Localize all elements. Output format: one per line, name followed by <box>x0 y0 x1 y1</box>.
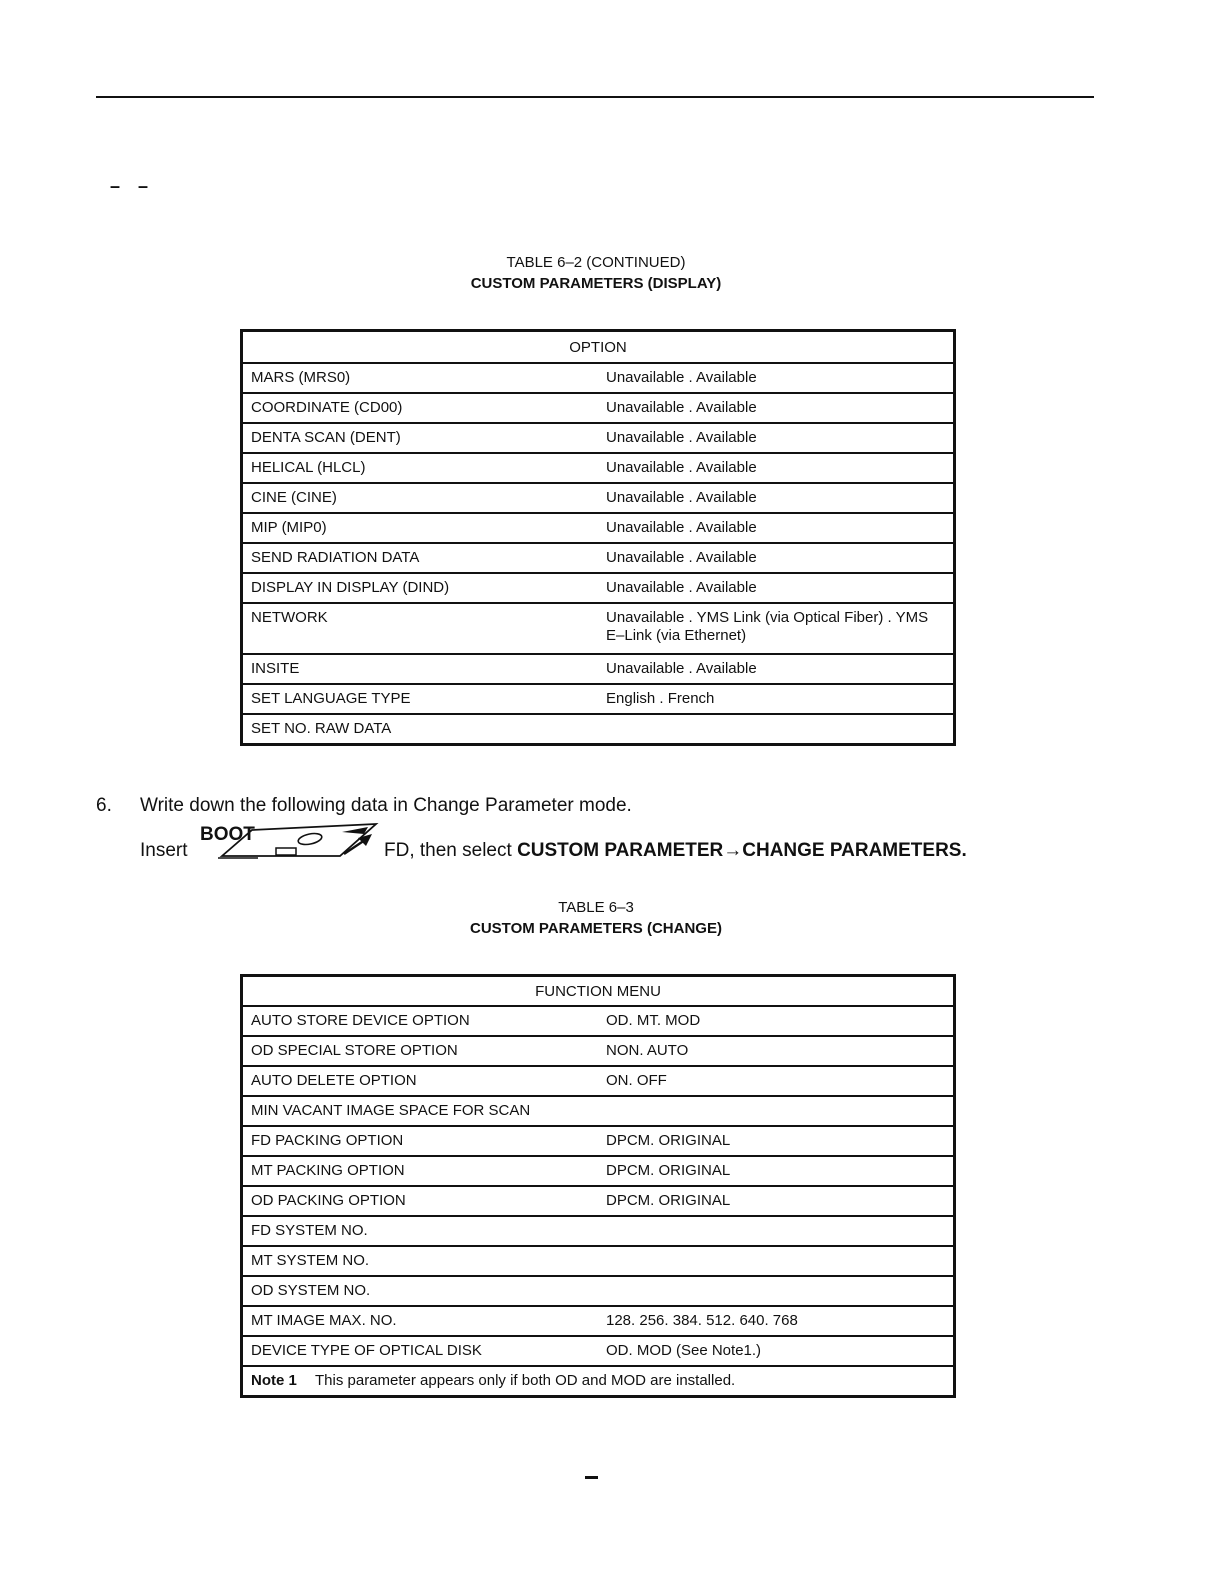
param-value <box>598 714 955 744</box>
table-header-row <box>242 976 955 1007</box>
tail-text: FD, then select <box>384 840 518 861</box>
param-value: DPCM. ORIGINAL <box>598 1186 955 1216</box>
table1-caption <box>0 252 1192 294</box>
table-row <box>242 1066 955 1096</box>
param-value: DPCM. ORIGINAL <box>598 1156 955 1186</box>
table-row <box>242 453 955 483</box>
param-name: NETWORK <box>242 603 599 654</box>
insert-tail <box>384 840 967 862</box>
param-value: Unavailable . Available <box>598 573 955 603</box>
table-row <box>242 1156 955 1186</box>
table-row <box>242 363 955 393</box>
param-value: Unavailable . Available <box>598 543 955 573</box>
param-value: English . French <box>598 684 955 714</box>
param-name: OD PACKING OPTION <box>242 1186 599 1216</box>
param-value <box>598 1246 955 1276</box>
table-row <box>242 1336 955 1366</box>
table2-title: TABLE 6–3 <box>558 899 634 916</box>
param-value: OD. MOD (See Note1.) <box>598 1336 955 1366</box>
param-name: OD SPECIAL STORE OPTION <box>242 1036 599 1066</box>
table-row <box>242 393 955 423</box>
param-name: SET LANGUAGE TYPE <box>242 684 599 714</box>
param-value: Unavailable . Available <box>598 423 955 453</box>
table-header: FUNCTION MENU <box>535 982 661 1000</box>
table-row <box>242 1306 955 1336</box>
param-name: DISPLAY IN DISPLAY (DIND) <box>242 573 599 603</box>
param-value: DPCM. ORIGINAL <box>598 1126 955 1156</box>
param-name: MT IMAGE MAX. NO. <box>242 1306 599 1336</box>
param-name: INSITE <box>242 654 599 684</box>
param-name: MT SYSTEM NO. <box>242 1246 599 1276</box>
note-label: Note 1 <box>251 1372 297 1389</box>
param-value: Unavailable . Available <box>598 393 955 423</box>
param-value <box>598 1096 955 1126</box>
step-number: 6. <box>96 795 112 816</box>
table-row <box>242 1006 955 1036</box>
table2-subtitle: CUSTOM PARAMETERS (CHANGE) <box>470 920 722 937</box>
header-mark-1: – <box>110 176 121 196</box>
param-value: Unavailable . Available <box>598 363 955 393</box>
table-header: OPTION <box>569 338 627 356</box>
param-name: AUTO DELETE OPTION <box>242 1066 599 1096</box>
param-name: SEND RADIATION DATA <box>242 543 599 573</box>
table1-title: TABLE 6–2 (CONTINUED) <box>506 254 686 271</box>
table1-subtitle: CUSTOM PARAMETERS (DISPLAY) <box>470 275 722 292</box>
param-value: Unavailable . Available <box>598 453 955 483</box>
note-text: This parameter appears only if both OD and MOD are installed. <box>315 1372 736 1389</box>
param-name: FD SYSTEM NO. <box>242 1216 599 1246</box>
table-row <box>242 513 955 543</box>
param-name: DENTA SCAN (DENT) <box>242 423 599 453</box>
param-name: COORDINATE (CD00) <box>242 393 599 423</box>
param-name: DEVICE TYPE OF OPTICAL DISK <box>242 1336 599 1366</box>
param-name: SET NO. RAW DATA <box>242 714 599 744</box>
table-row <box>242 714 955 744</box>
param-value: Unavailable . Available <box>598 654 955 684</box>
table2-caption <box>0 897 1192 939</box>
table-header-row <box>242 331 955 364</box>
table-row <box>242 1036 955 1066</box>
param-name: MIN VACANT IMAGE SPACE FOR SCAN <box>242 1096 599 1126</box>
table-row <box>242 1096 955 1126</box>
header-mark-2: – <box>138 176 149 196</box>
table-row <box>242 684 955 714</box>
param-value <box>598 1216 955 1246</box>
insert-word: Insert <box>140 840 188 861</box>
insert-instruction <box>140 822 1040 862</box>
table-row <box>242 483 955 513</box>
param-value: Unavailable . Available <box>598 483 955 513</box>
table-row <box>242 1216 955 1246</box>
param-name: FD PACKING OPTION <box>242 1126 599 1156</box>
table-row <box>242 1186 955 1216</box>
table-note <box>242 1366 955 1396</box>
param-name: HELICAL (HLCL) <box>242 453 599 483</box>
param-name: MARS (MRS0) <box>242 363 599 393</box>
param-name: OD SYSTEM NO. <box>242 1276 599 1306</box>
param-value: NON. AUTO <box>598 1036 955 1066</box>
param-name: MT PACKING OPTION <box>242 1156 599 1186</box>
param-name: CINE (CINE) <box>242 483 599 513</box>
param-name: AUTO STORE DEVICE OPTION <box>242 1006 599 1036</box>
boot-label: BOOT <box>200 824 255 845</box>
display-parameters-table <box>240 329 956 746</box>
top-rule <box>96 96 1094 98</box>
change-parameters-table <box>240 974 956 1398</box>
menu-path: CUSTOM PARAMETER→CHANGE PARAMETERS. <box>517 840 967 861</box>
table-row <box>242 543 955 573</box>
step-text: Write down the following data in Change Parameter mode. <box>140 795 632 816</box>
page-number-mark <box>585 1476 598 1479</box>
boot-floppy-icon <box>200 822 398 862</box>
param-name: MIP (MIP0) <box>242 513 599 543</box>
param-value: Unavailable . YMS Link (via Optical Fiber) . YMS E–Link (via Ethernet) <box>598 603 955 654</box>
param-value: OD. MT. MOD <box>598 1006 955 1036</box>
table-row <box>242 654 955 684</box>
param-value: Unavailable . Available <box>598 513 955 543</box>
param-value: 128. 256. 384. 512. 640. 768 <box>598 1306 955 1336</box>
table-row <box>242 1276 955 1306</box>
table-row <box>242 1126 955 1156</box>
param-value: ON. OFF <box>598 1066 955 1096</box>
note-row <box>242 1366 955 1396</box>
table-row <box>242 573 955 603</box>
param-value <box>598 1276 955 1306</box>
table-row <box>242 423 955 453</box>
table-row <box>242 603 955 654</box>
table-row <box>242 1246 955 1276</box>
